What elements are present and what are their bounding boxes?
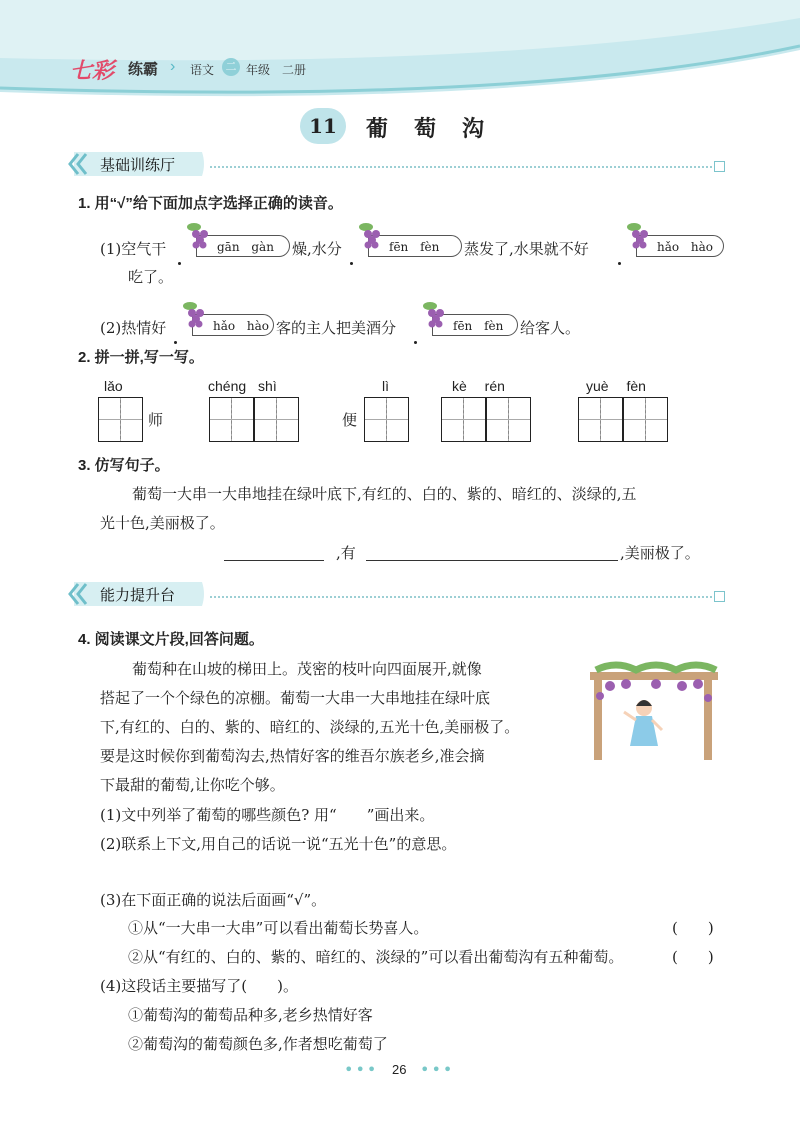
lesson-number: 11 [300,108,346,144]
emphasis-dot [174,341,177,344]
footer-dots-right: ••• [420,1060,455,1079]
q4-sub3-option-b: ②从“有红的、白的、紫的、暗红的、淡绿的”可以看出葡萄沟有五种葡萄。 [128,948,624,966]
grape-icon [358,222,386,252]
writing-box[interactable] [209,397,254,442]
passage-line: 要是这时候你到葡萄沟去,热情好客的维吾尔族老乡,准会摘 [100,747,485,765]
emphasis-dot [350,262,353,265]
writing-box[interactable] [441,397,486,442]
q1-row1-text-a: (1)空气干 [100,240,167,258]
answer-blank[interactable] [224,560,324,561]
q3-example-line2: 光十色,美丽极了。 [100,514,225,532]
given-char: 师 [148,411,164,429]
q2-title: 2. 拼一拼,写一写。 [78,349,204,366]
q1-title: 1. 用“√”给下面加点字选择正确的读音。 [78,195,343,212]
q1-row1-text-b: 燥,水分 [292,240,342,258]
pinyin-label: chéng shì [208,378,277,394]
q4-title: 4. 阅读课文片段,回答问题。 [78,631,264,648]
q3-example-line1: 葡萄一大串一大串地挂在绿叶底下,有红的、白的、紫的、暗红的、淡绿的,五 [132,485,637,503]
q4-sub4-option-b: ②葡萄沟的葡萄颜色多,作者想吃葡萄了 [128,1035,388,1053]
grape-arbor-illustration [586,656,726,760]
answer-paren[interactable]: ( ) [672,948,714,966]
grade-label: 年级 [246,63,271,77]
q4-sub4: (4)这段话主要描写了( )。 [100,977,298,995]
q1-row2-text-a: (2)热情好 [100,319,167,337]
pinyin-choice-hao[interactable]: hǎo hào [636,235,724,257]
emphasis-dot [178,262,181,265]
q3-pre-text: ,有 [336,544,356,562]
writing-box[interactable] [364,397,409,442]
brand-logo: 七彩 [70,58,115,84]
grape-icon [186,222,214,252]
grape-icon [182,301,210,331]
header-band [0,0,800,100]
chevron-icon: › [170,58,176,75]
emphasis-dot [618,262,621,265]
passage-line: 葡萄种在山坡的梯田上。茂密的枝叶向四面展开,就像 [132,660,482,678]
emphasis-dot [414,341,417,344]
pinyin-choice-gan[interactable]: gān gàn [196,235,290,257]
pinyin-choice-fen[interactable]: fēn fèn [368,235,462,257]
q3-post-text: ,美丽极了。 [620,544,700,562]
answer-blank[interactable] [366,560,618,561]
page-number: 26 [392,1062,407,1077]
q4-sub3-option-a: ①从“一大串一大串”可以看出葡萄长势喜人。 [128,919,429,937]
lesson-title: 葡萄沟 [366,116,511,142]
q4-sub3: (3)在下面正确的说法后面画“√”。 [100,891,327,909]
section-end-square [714,161,725,172]
q1-row1-text-d: 吃了。 [128,268,174,286]
q4-sub4-option-a: ①葡萄沟的葡萄品种多,老乡热情好客 [128,1006,373,1024]
subject-label: 语文 [190,63,215,77]
pinyin-choice-fen-2[interactable]: fēn fèn [432,314,518,336]
answer-paren[interactable]: ( ) [672,919,714,937]
q1-row2-text-c: 给客人。 [520,319,581,337]
grade-badge: 二 [222,58,240,76]
footer-dots-left: ••• [344,1060,379,1079]
writing-box[interactable] [254,397,299,442]
passage-line: 下,有红的、白的、紫的、暗红的、淡绿的,五光十色,美丽极了。 [100,718,520,736]
q4-sub1: (1)文中列举了葡萄的哪些颜色? 用“ ”画出来。 [100,806,435,824]
section-advanced-label: 能力提升台 [100,587,176,604]
writing-box[interactable] [98,397,143,442]
section-divider [210,166,712,168]
q1-row2-text-b: 客的主人把美酒分 [276,319,397,337]
passage-line: 下最甜的葡萄,让你吃个够。 [100,776,285,794]
grape-icon [422,301,450,331]
given-char: 便 [342,411,358,429]
passage-line: 搭起了一个个绿色的凉棚。葡萄一大串一大串地挂在绿叶底 [100,689,491,707]
q4-sub2: (2)联系上下文,用自己的话说一说“五光十色”的意思。 [100,835,457,853]
brand-suffix: 练霸 [128,61,159,78]
writing-box[interactable] [486,397,531,442]
pinyin-choice-hao-2[interactable]: hǎo hào [192,314,274,336]
section-divider [210,596,712,598]
pinyin-label: yuè fèn [586,378,646,394]
q1-row1-text-c: 蒸发了,水果就不好 [464,240,589,258]
section-basic-label: 基础训练厅 [100,157,176,174]
writing-box[interactable] [578,397,623,442]
grape-icon [626,222,654,252]
volume-label: 二册 [282,63,307,77]
q3-title: 3. 仿写句子。 [78,457,170,474]
section-end-square [714,591,725,602]
pinyin-label: lì [382,378,389,394]
pinyin-label: lǎo [104,378,123,394]
writing-box[interactable] [623,397,668,442]
pinyin-label: kè rén [452,378,505,394]
